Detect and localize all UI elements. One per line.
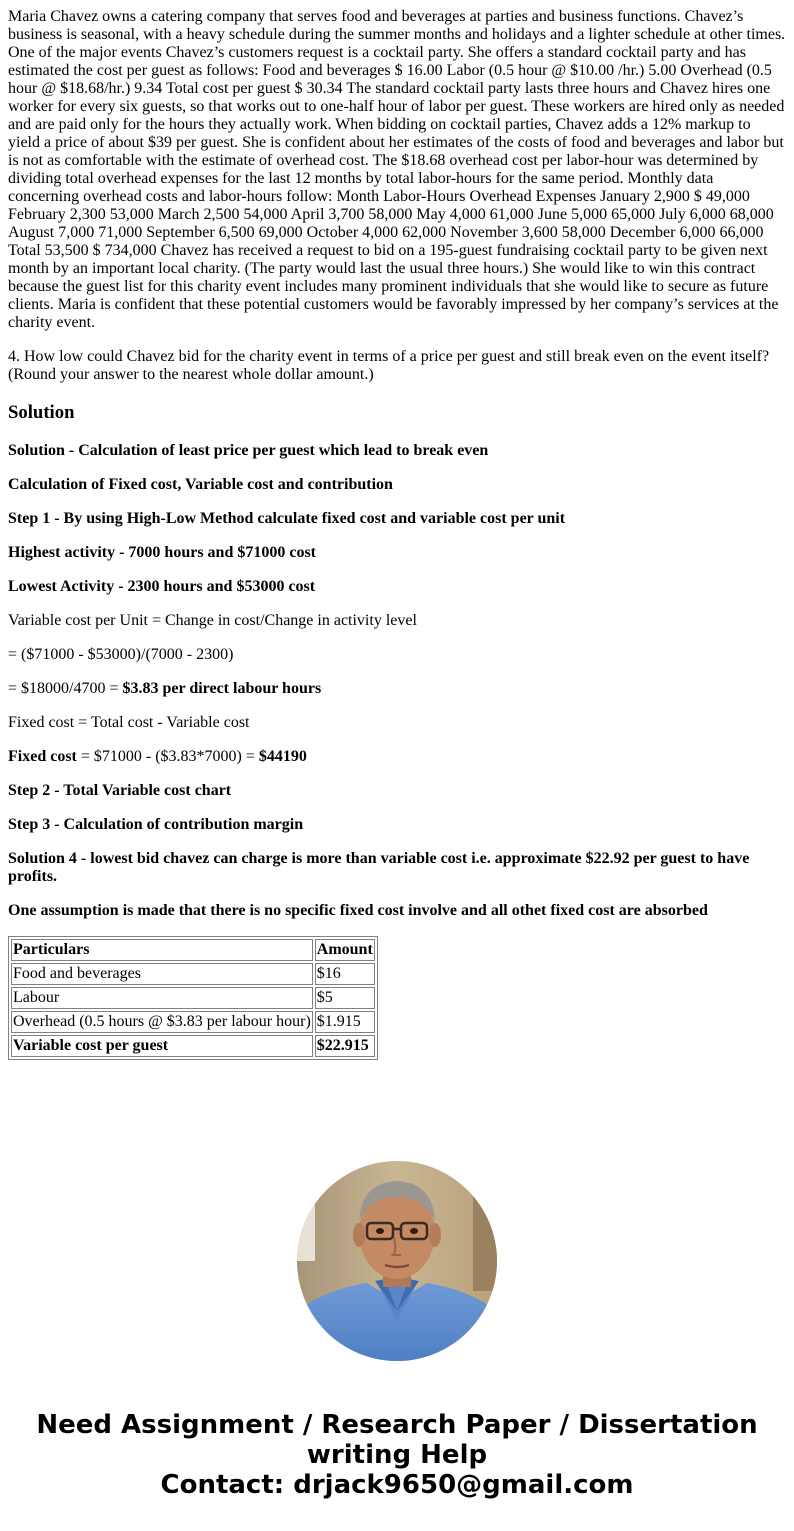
table-cell: Labour	[11, 987, 313, 1009]
table-row	[11, 987, 375, 1009]
calc-heading: Calculation of Fixed cost, Variable cost and contribution	[8, 476, 393, 493]
fixed-cost-calculation: = $71000 - ($3.83*7000) =	[76, 748, 259, 765]
lowest-activity: Lowest Activity - 2300 hours and $53000 cost	[8, 578, 316, 595]
table-cell: $22.915	[315, 1035, 375, 1057]
table-row	[11, 963, 375, 985]
table-header-cell: Particulars	[11, 939, 313, 961]
table-cell: Overhead (0.5 hours @ $3.83 per labour hour)	[11, 1011, 313, 1033]
fixed-cost-value: $44190	[258, 748, 307, 765]
table-cell: Variable cost per guest	[11, 1035, 313, 1057]
step-1: Step 1 - By using High-Low Method calculate fixed cost and variable cost per unit	[8, 510, 566, 527]
variable-cost-result-prefix: = $18000/4700 =	[8, 680, 123, 697]
table-total-row	[11, 1035, 375, 1057]
table-cell: $16	[315, 963, 375, 985]
variable-cost-result	[8, 680, 786, 698]
author-avatar	[297, 1161, 497, 1361]
page-content	[0, 8, 794, 1060]
banner-line-1: Need Assignment / Research Paper / Dissertation	[36, 1410, 758, 1440]
variable-cost-table	[8, 936, 378, 1060]
solution-title: Solution - Calculation of least price per guest which lead to break even	[8, 442, 489, 459]
step-3: Step 3 - Calculation of contribution margin	[8, 816, 304, 833]
table-row	[11, 1011, 375, 1033]
fixed-cost-formula: Fixed cost = Total cost - Variable cost	[8, 714, 250, 731]
contact-banner	[0, 1410, 794, 1500]
table-cell: $1.915	[315, 1011, 375, 1033]
assumption-note: One assumption is made that there is no specific fixed cost involve and all othet fixed cost are absorbed	[8, 902, 708, 919]
fixed-cost-result	[8, 748, 786, 766]
highest-activity: Highest activity - 7000 hours and $71000 cost	[8, 544, 316, 561]
variable-cost-result-value: $3.83 per direct labour hours	[122, 680, 322, 697]
banner-line-2: writing Help	[306, 1440, 488, 1470]
solution-4-answer: Solution 4 - lowest bid chavez can charge is more than variable cost i.e. approximate $22.92 per guest to have profits.	[8, 850, 750, 885]
author-portrait	[297, 1161, 497, 1361]
table-header-row	[11, 939, 375, 961]
variable-cost-calculation: = ($71000 - $53000)/(7000 - 2300)	[8, 646, 234, 663]
variable-cost-formula: Variable cost per Unit = Change in cost/Change in activity level	[8, 612, 417, 629]
banner-contact-line: Contact: drjack9650@gmail.com	[160, 1470, 634, 1500]
table-cell: Food and beverages	[11, 963, 313, 985]
step-2: Step 2 - Total Variable cost chart	[8, 782, 232, 799]
question-text: 4. How low could Chavez bid for the charity event in terms of a price per guest and still break even on the event itself? (Round your answer to the nearest whole dollar amount.)	[8, 348, 770, 383]
solution-heading: Solution	[8, 402, 75, 423]
solution-body	[8, 442, 786, 920]
fixed-cost-label: Fixed cost	[8, 748, 77, 765]
table-header-cell: Amount	[315, 939, 375, 961]
problem-statement: Maria Chavez owns a catering company that serves food and beverages at parties and business functions. Chavez’s business is seasonal, with a heavy schedule during the summer months and holidays and a lighter schedule at other times. One of the major events Chavez’s customers request is a cocktail party. She offers a standard cocktail party and has estimated the cost per guest as follows: Food and beverages $ 16.00 Labor (0.5 hour @ $10.00 /hr.) 5.00 Overhead (0.5 hour @ $18.68/hr.) 9.34 Total cost per guest $ 30.34 The standard cocktail party lasts three hours and Chavez hires one worker for every six guests, so that works out to one-half hour of labor per guest. These workers are hired only as needed and are paid only for the hours they actually work. When bidding on cocktail parties, Chavez adds a 12% markup to yield a price of about $39 per guest. She is confident about her estimates of the costs of food and beverages and labor but is not as comfortable with the estimate of overhead cost. The $18.68 overhead cost per labor-hour was determined by dividing total overhead expenses for the last 12 months by total labor-hours for the same period. Monthly data concerning overhead costs and labor-hours follow: Month Labor-Hours Overhead Expenses January 2,900 $ 49,000 February 2,300 53,000 March 2,500 54,000 April 3,700 58,000 May 4,000 61,000 June 5,000 65,000 July 6,000 68,000 August 7,000 71,000 September 6,500 69,000 October 4,000 62,000 November 3,600 58,000 December 6,000 66,000 Total 53,500 $ 734,000 Chavez has received a request to bid on a 195-guest fundraising cocktail party to be given next month by an important local charity. (The party would last the usual three hours.) She would like to win this contract because the guest list for this charity event includes many prominent individuals that she would like to secure as future clients. Maria is confident that these potential customers would be favorably impressed by her company’s services at the charity event.	[8, 8, 786, 331]
table-cell: $5	[315, 987, 375, 1009]
